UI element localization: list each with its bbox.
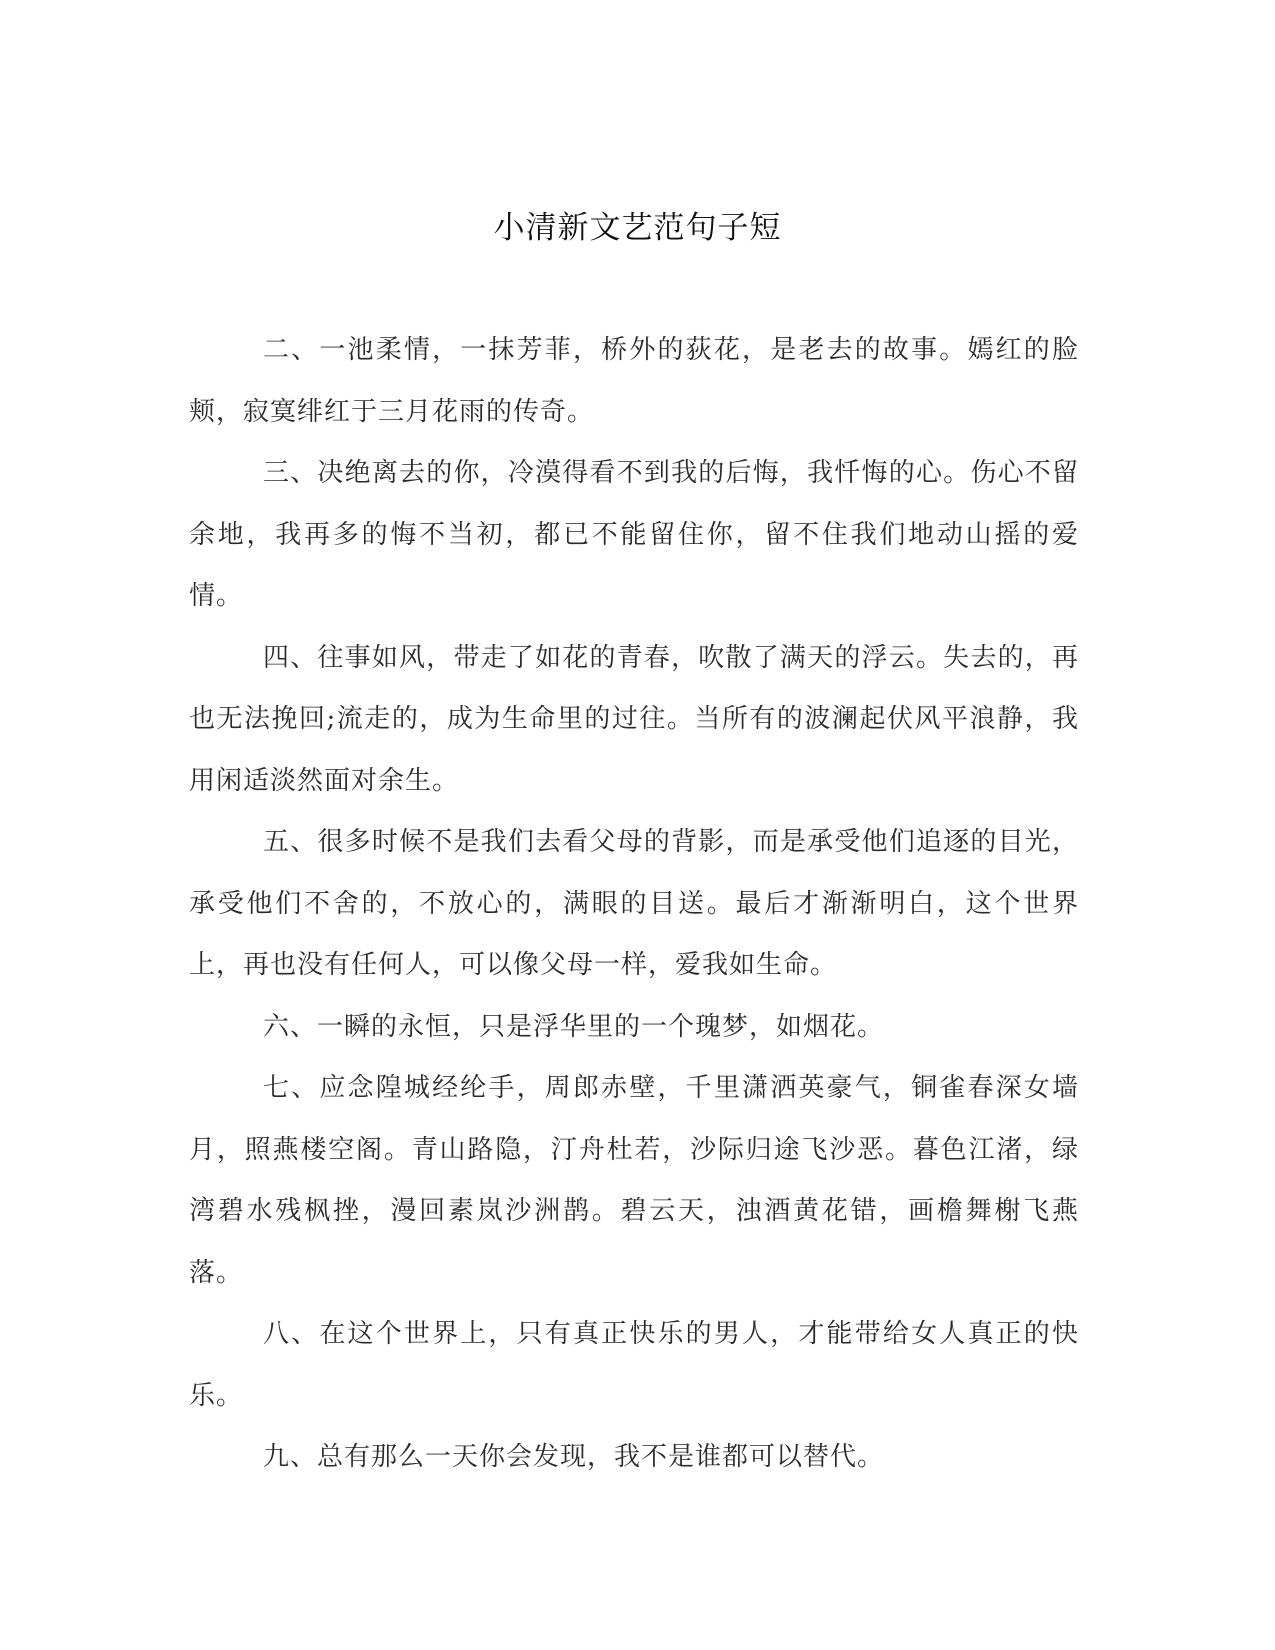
document-body [189, 320, 1079, 1489]
paragraph-9: 九、总有那么一天你会发现，我不是谁都可以替代。 [263, 1442, 885, 1472]
paragraph-4: 四、往事如风，带走了如花的青春，吹散了满天的浮云。失去的，再也无法挽回;流走的，成为生命里的过往。当所有的波澜起伏风平浪静，我用闲适淡然面对余生。 [189, 642, 1079, 796]
paragraph-7: 七、应念隍城经纶手，周郎赤壁，千里潇洒英豪气，铜雀春深女墙月，照燕楼空阁。青山路隐，汀舟杜若，沙际归途飞沙恶。暮色江渚，绿湾碧水残枫挫，漫回素岚沙洲鹊。碧云天，浊酒黄花错，画檐舞榭飞燕落。 [189, 1073, 1079, 1288]
paragraph-6: 六、一瞬的永恒，只是浮华里的一个瑰梦，如烟花。 [263, 1011, 885, 1042]
paragraph-8: 八、在这个世界上，只有真正快乐的男人，才能带给女人真正的快乐。 [189, 1319, 1079, 1411]
paragraph-5: 五、很多时候不是我们去看父母的背影，而是承受他们追逐的目光，承受他们不舍的，不放心的，满眼的目送。最后才渐渐明白，这个世界上，再也没有任何人，可以像父母一样，爱我如生命。 [189, 827, 1079, 980]
paragraph-2: 二、一池柔情，一抹芳菲，桥外的荻花，是老去的故事。嫣红的脸颊，寂寞绯红于三月花雨的传奇。 [189, 335, 1079, 427]
paragraph-3: 三、决绝离去的你，冷漠得看不到我的后悔，我忏悔的心。伤心不留余地，我再多的悔不当初，都已不能留住你，留不住我们地动山摇的爱情。 [189, 458, 1079, 611]
document-title: 小清新文艺范句子短 [493, 210, 782, 246]
